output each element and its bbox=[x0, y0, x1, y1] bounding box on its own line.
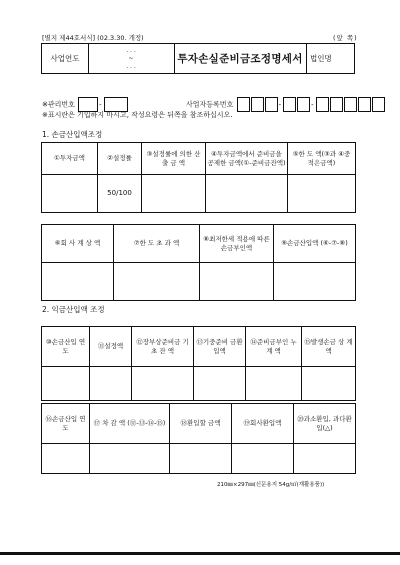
cell-investment-amount[interactable] bbox=[42, 175, 98, 213]
period-end: . . . bbox=[126, 62, 136, 70]
bottom-divider bbox=[0, 552, 400, 555]
col-limit-amount: ⑤한 도 액(③과 ④중 적은금액) bbox=[288, 143, 356, 175]
period-start: . . . bbox=[126, 46, 136, 54]
page-side-label: (앞 쪽) bbox=[333, 34, 358, 42]
cell-deductible-amount[interactable] bbox=[274, 263, 356, 301]
cell-reversal-due[interactable] bbox=[170, 444, 232, 474]
col-book-reserve-opening: ⑫장부상준비금 기 초 잔 액 bbox=[132, 327, 194, 367]
cell-net-amount[interactable] bbox=[90, 444, 170, 474]
title-row bbox=[41, 43, 355, 74]
col-reserve-disallowed-cumulative: ⑭준비금부인 누 계 액 bbox=[246, 327, 302, 367]
col-reserve-reversal: ⑬기중준비 금환입액 bbox=[194, 327, 246, 367]
cell-loss-offset[interactable] bbox=[302, 367, 356, 401]
col-net-amount: ⑰ 차 감 액 (⑪-⑬-⑭-⑮) bbox=[90, 404, 170, 444]
management-number-field[interactable]: - bbox=[77, 97, 128, 112]
col-investment-less-reserve: ④투자금액에서 준비금을 공제한 금액(①-준비금잔액) bbox=[206, 143, 288, 175]
col-company-reversal: ⑲회사환입액 bbox=[232, 404, 294, 444]
col-reversal-due: ⑱환입할 금액 bbox=[170, 404, 232, 444]
cell-reserve-disallowed-cumulative[interactable] bbox=[246, 367, 302, 401]
deduction-table-a bbox=[41, 142, 356, 213]
cell-company-recorded[interactable] bbox=[42, 263, 114, 301]
cell-company-reversal[interactable] bbox=[232, 444, 294, 474]
col-calculated-amount: ③설정률에 의한 산 출 금 액 bbox=[142, 143, 206, 175]
business-number-field[interactable]: - - bbox=[236, 97, 385, 112]
management-number-label: ※관리번호 bbox=[42, 100, 75, 109]
col-under-over-reversal: ⑳과소환입, 과다환입(△) bbox=[294, 404, 356, 444]
cell-minimum-tax-disallowed[interactable] bbox=[200, 263, 274, 301]
cell-limit-excess[interactable] bbox=[114, 263, 200, 301]
cell-limit-amount[interactable] bbox=[288, 175, 356, 213]
period-tilde: ~ bbox=[128, 54, 134, 62]
paper-spec: 210㎜×297㎜(신문용지 54g/㎡(재활용품)) bbox=[217, 482, 325, 488]
col-limit-excess: ⑦한 도 초 과 액 bbox=[114, 225, 200, 263]
cell-set-amount[interactable] bbox=[90, 367, 132, 401]
cell-investment-less-reserve[interactable] bbox=[206, 175, 288, 213]
cell-under-over-reversal[interactable] bbox=[294, 444, 356, 474]
col-set-amount: ⑪설정액 bbox=[90, 327, 132, 367]
col-deduction-year: ⑩손금산입 연 도 bbox=[42, 327, 90, 367]
section-1-heading: 1. 손금산입액조정 bbox=[42, 130, 103, 139]
col-company-recorded: ⑥회 사 계 상 액 bbox=[42, 225, 114, 263]
cell-calculated-amount[interactable] bbox=[142, 175, 206, 213]
col-loss-offset: ⑮발생손금 상 계 액 bbox=[302, 327, 356, 367]
income-table-c bbox=[41, 326, 356, 401]
instruction-note: ※표시란은 기입하지 마시고, 작성요령은 뒤쪽을 참조하십시오. bbox=[42, 111, 233, 119]
income-table-d bbox=[41, 403, 356, 474]
col-minimum-tax-disallowed: ⑧최저한세 적용에 따른 손금부인액 bbox=[200, 225, 274, 263]
cell-reserve-reversal[interactable] bbox=[194, 367, 246, 401]
col-deduction-year-2: ⑯손금산입 연 도 bbox=[42, 404, 90, 444]
section-2-heading: 2. 익금산입액 조정 bbox=[42, 305, 105, 314]
corporation-name-label: 법인명 bbox=[310, 54, 332, 63]
col-deductible-amount: ⑨손금산입액 (⑥-⑦-⑧) bbox=[274, 225, 356, 263]
business-year-period[interactable] bbox=[88, 44, 175, 73]
col-investment-amount: ①투자금액 bbox=[42, 143, 98, 175]
cell-book-reserve-opening[interactable] bbox=[132, 367, 194, 401]
business-year-label: 사업연도 bbox=[42, 44, 89, 73]
form-title: 투자손실준비금조정명세서 bbox=[174, 44, 307, 73]
cell-setting-rate: 50/100 bbox=[98, 175, 142, 213]
col-setting-rate: ②설정률 bbox=[98, 143, 142, 175]
cell-deduction-year-2[interactable] bbox=[42, 444, 90, 474]
form-reference: [별지 제44호서식] (02.3.30. 개정) bbox=[42, 34, 144, 42]
business-number-label: 사업자등록번호 bbox=[186, 100, 234, 109]
cell-deduction-year[interactable] bbox=[42, 367, 90, 401]
deduction-table-b bbox=[41, 224, 356, 301]
